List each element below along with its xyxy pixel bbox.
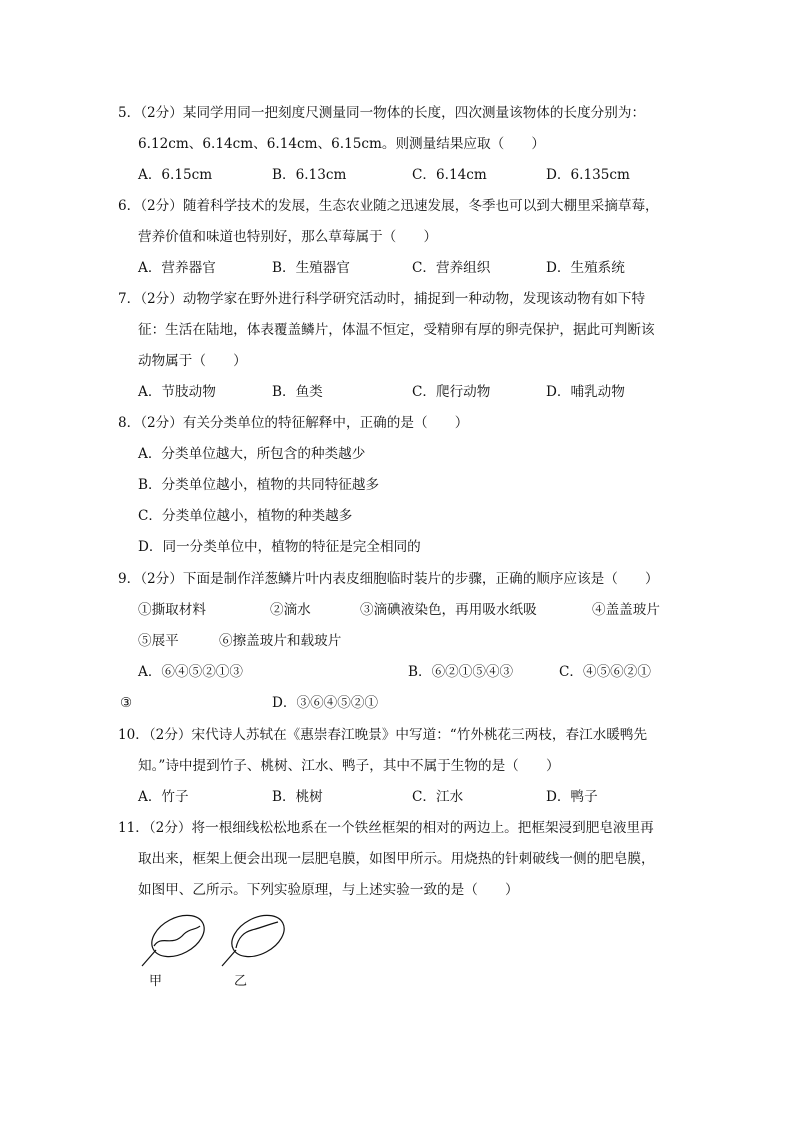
option-b[interactable]: B．⑥②①⑤④③: [408, 664, 514, 680]
option-c[interactable]: C．营养组织: [412, 260, 491, 276]
step-6: ⑥擦盖玻片和载玻片: [219, 633, 342, 649]
options-row: [118, 688, 688, 719]
option-d[interactable]: D．生殖系统: [546, 260, 625, 276]
question-11: [118, 813, 688, 906]
question-text: 10．（2分）宋代诗人苏轼在《惠崇春江晚景》中写道：“竹外桃花三两枝，春江水暖鸭先: [118, 727, 648, 743]
option-c[interactable]: C．分类单位越小，植物的种类越多: [138, 508, 353, 524]
step-2: ②滴水: [270, 602, 311, 618]
options-row: [118, 782, 688, 813]
step-1: ①撕取材料: [138, 602, 206, 618]
step-3: ③滴碘液染色，再用吸水纸吸: [360, 602, 537, 618]
question-text: 7．（2分）动物学家在野外进行科学研究活动时，捕捉到一种动物，发现该动物有如下特: [118, 291, 646, 307]
question-text: 营养价值和味道也特别好，那么草莓属于（ ）: [138, 229, 438, 245]
option-b[interactable]: B．桃树: [272, 789, 323, 805]
option-a[interactable]: A．竹子: [138, 789, 189, 805]
option-d[interactable]: D．鸭子: [546, 789, 598, 805]
question-7: [118, 284, 688, 408]
steps-row: [118, 595, 688, 626]
option-a[interactable]: A．分类单位越大，所包含的种类越少: [138, 446, 366, 462]
option-c[interactable]: C．④⑤⑥②①: [559, 664, 651, 680]
question-8: [118, 408, 688, 563]
option-a[interactable]: A．节肢动物: [138, 384, 216, 400]
option-c[interactable]: C．6.14cm: [412, 167, 487, 183]
question-text: 知。”诗中提到竹子、桃树、江水、鸭子，其中不属于生物的是（ ）: [138, 758, 560, 774]
question-text: 6.12cm、6.14cm、6.14cm、6.15cm。则测量结果应取（ ）: [138, 136, 545, 152]
question-text: 取出来，框架上便会出现一层肥皂膜，如图甲所示。用烧热的针刺破线一侧的肥皂膜，: [138, 851, 655, 867]
option-d[interactable]: D．6.135cm: [546, 167, 630, 183]
steps-row: [118, 626, 688, 657]
question-10: [118, 720, 688, 813]
question-5: [118, 98, 688, 191]
options-row: [118, 160, 688, 191]
frame-yi: [222, 907, 291, 966]
question-text: 如图甲、乙所示。下列实验原理，与上述实验一致的是（ ）: [138, 882, 519, 898]
question-text: 9．（2分）下面是制作洋葱鳞片叶内表皮细胞临时装片的步骤，正确的顺序应该是（ ）: [118, 571, 659, 587]
option-a[interactable]: A．6.15cm: [138, 167, 213, 183]
option-d[interactable]: D．哺乳动物: [546, 384, 625, 400]
question-6: [118, 191, 688, 284]
question-text: 征：生活在陆地，体表覆盖鳞片，体温不恒定，受精卵有厚的卵壳保护，据此可判断该: [138, 322, 655, 338]
option-b[interactable]: B．6.13cm: [272, 167, 347, 183]
option-b[interactable]: B．鱼类: [272, 384, 323, 400]
option-a[interactable]: A．⑥④⑤②①③: [138, 664, 243, 680]
options-row: [118, 377, 688, 408]
option-c-continued: ③: [120, 695, 133, 711]
step-5: ⑤展平: [138, 633, 179, 649]
question-text: 8．（2分）有关分类单位的特征解释中，正确的是（ ）: [118, 415, 469, 431]
question-text: 11．（2分）将一根细线松松地系在一个铁丝框架的相对的两边上。把框架浸到肥皂液里再: [118, 820, 654, 836]
option-d[interactable]: D．③⑥④⑤②①: [272, 695, 379, 711]
option-d[interactable]: D．同一分类单位中，植物的特征是完全相同的: [138, 539, 421, 555]
question-text: 动物属于（ ）: [138, 353, 247, 369]
figure-label-yi: 乙: [234, 974, 248, 989]
option-c[interactable]: C．江水: [412, 789, 464, 805]
question-text: 5．（2分）某同学用同一把刻度尺测量同一物体的长度，四次测量该物体的长度分别为：: [118, 105, 646, 121]
figure-label-jia: 甲: [149, 974, 163, 989]
option-a[interactable]: A．营养器官: [138, 260, 216, 276]
question-9: [118, 564, 688, 719]
option-b[interactable]: B．生殖器官: [272, 260, 350, 276]
step-4: ④盖盖玻片: [592, 602, 660, 618]
options-row: [118, 657, 688, 688]
option-b[interactable]: B．分类单位越小，植物的共同特征越多: [138, 477, 380, 493]
question-text: 6．（2分）随着科学技术的发展，生态农业随之迅速发展，冬季也可以到大棚里采摘草莓，: [118, 198, 659, 214]
frame-jia: [142, 907, 211, 966]
option-c[interactable]: C．爬行动物: [412, 384, 491, 400]
soap-film-figure: [140, 904, 300, 994]
options-row: [118, 253, 688, 284]
